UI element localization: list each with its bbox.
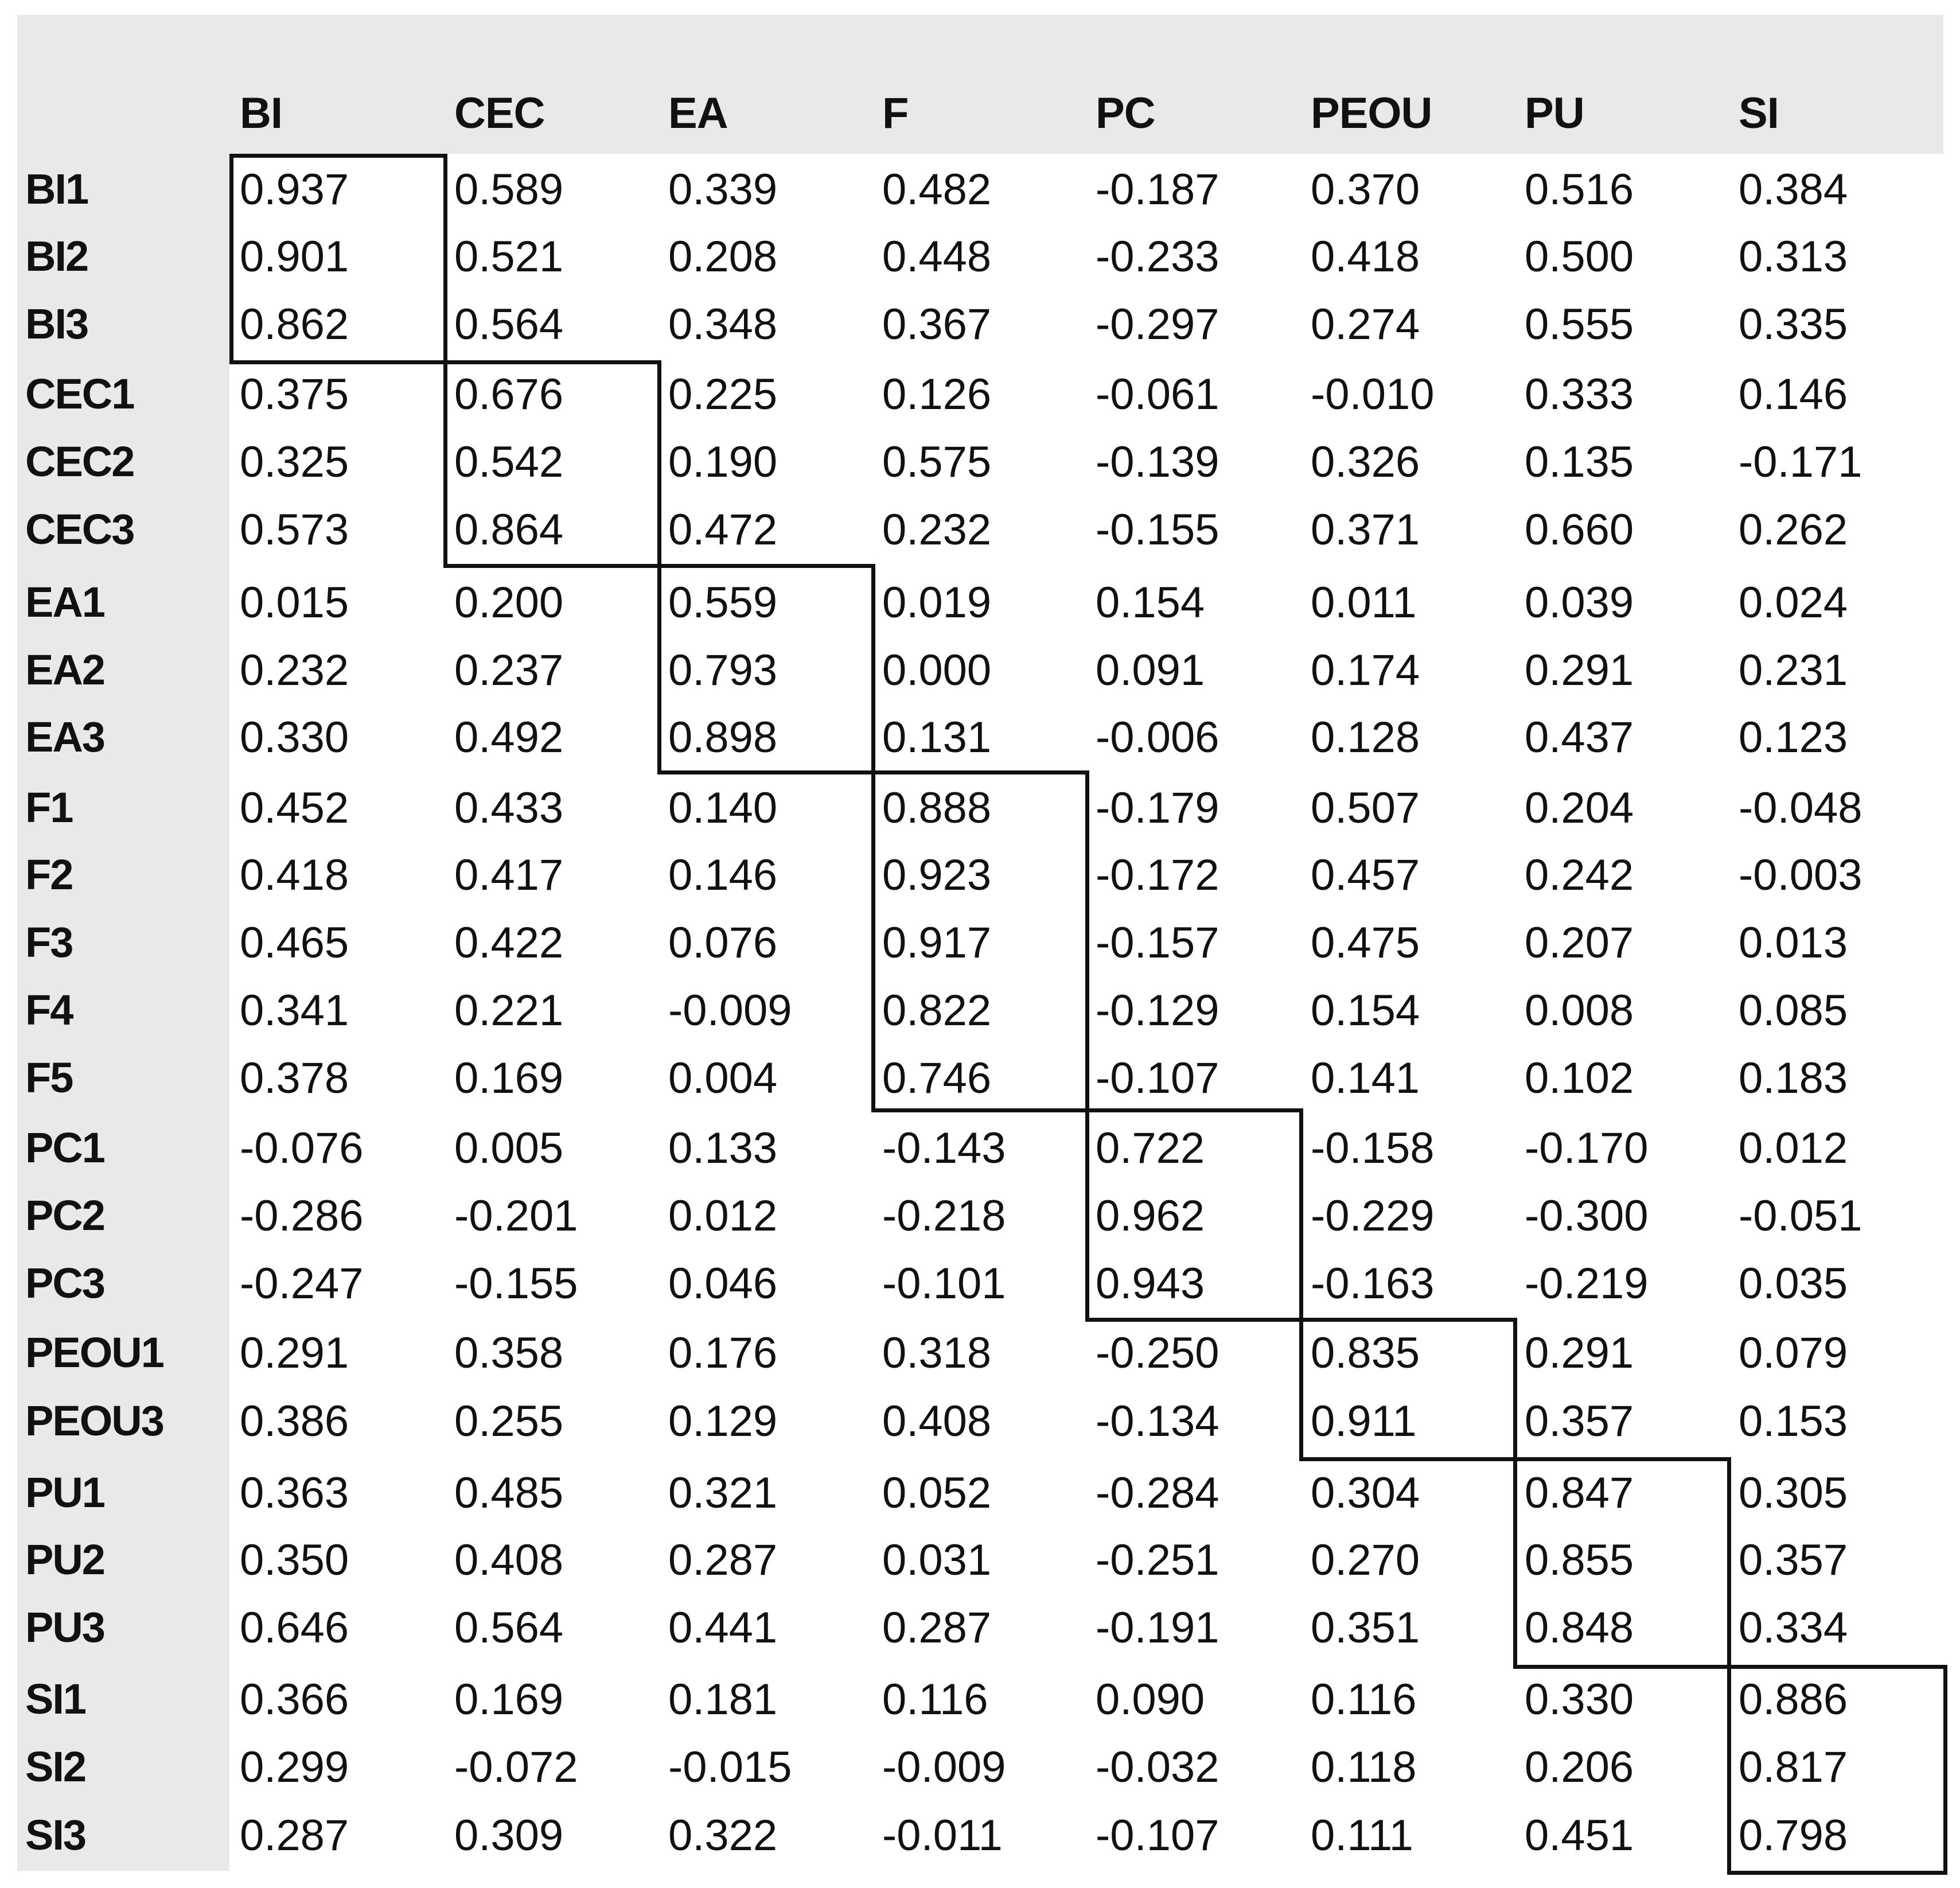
table-cell: 0.457: [1311, 851, 1420, 900]
table-cell: 0.207: [1525, 918, 1634, 967]
table-cell: 0.573: [240, 505, 349, 554]
table-cell: 0.370: [1311, 165, 1420, 214]
table-cell: 0.011: [1311, 578, 1417, 627]
table-cell: 0.076: [668, 918, 778, 967]
table-cell: -0.011: [882, 1811, 1003, 1860]
table-cell: 0.575: [882, 438, 992, 486]
table-cell: 0.299: [240, 1743, 349, 1792]
column-header-pc: PC: [1096, 89, 1155, 138]
table-cell: 0.116: [882, 1675, 988, 1724]
table-cell: 0.357: [1739, 1536, 1848, 1585]
table-cell: 0.564: [454, 1603, 564, 1652]
table-cell: 0.035: [1739, 1259, 1848, 1308]
table-cell: 0.305: [1739, 1469, 1848, 1517]
column-header-cec: CEC: [454, 89, 545, 138]
column-header-pu: PU: [1525, 89, 1584, 138]
table-cell: 0.255: [454, 1397, 564, 1446]
table-cell: 0.204: [1525, 784, 1634, 832]
table-cell: 0.330: [240, 713, 349, 762]
table-cell: 0.225: [668, 370, 778, 419]
table-cell: -0.072: [454, 1743, 578, 1792]
table-cell: 0.516: [1525, 165, 1634, 214]
table-cell: 0.291: [240, 1329, 349, 1377]
table-cell: -0.139: [1096, 438, 1219, 486]
table-cell: 0.232: [240, 646, 349, 695]
table-cell: -0.155: [1096, 505, 1219, 554]
table-cell: -0.247: [240, 1259, 364, 1308]
table-cell: -0.107: [1096, 1054, 1219, 1103]
table-cell: 0.350: [240, 1536, 349, 1585]
table-cell: 0.482: [882, 165, 992, 214]
table-cell: 0.015: [240, 578, 349, 627]
row-label-f5: F5: [25, 1054, 73, 1101]
table-cell: 0.206: [1525, 1743, 1634, 1792]
table-cell: 0.000: [882, 646, 992, 695]
table-cell: 0.129: [668, 1397, 778, 1446]
row-label-bi1: BI1: [25, 165, 88, 213]
table-cell: 0.386: [240, 1397, 349, 1446]
table-cell: 0.433: [454, 784, 564, 832]
table-cell: 0.898: [668, 713, 778, 762]
table-cell: 0.437: [1525, 713, 1634, 762]
table-cell: 0.722: [1096, 1124, 1205, 1173]
table-cell: 0.378: [240, 1054, 349, 1103]
table-cell: 0.012: [668, 1192, 778, 1240]
row-label-bi3: BI3: [25, 300, 88, 348]
table-cell: 0.422: [454, 918, 564, 967]
column-header-peou: PEOU: [1311, 89, 1432, 138]
table-cell: -0.170: [1525, 1124, 1649, 1173]
table-cell: -0.003: [1739, 851, 1862, 900]
table-cell: 0.274: [1311, 300, 1420, 349]
row-label-f4: F4: [25, 986, 73, 1034]
table-cell: 0.660: [1525, 505, 1634, 554]
table-cell: 0.923: [882, 851, 992, 900]
table-cell: 0.176: [668, 1329, 778, 1377]
table-cell: 0.090: [1096, 1675, 1205, 1724]
table-cell: 0.118: [1311, 1743, 1417, 1792]
table-cell: -0.297: [1096, 300, 1219, 349]
table-cell: 0.190: [668, 438, 778, 486]
table-cell: 0.564: [454, 300, 564, 349]
table-cell: 0.835: [1311, 1329, 1420, 1377]
table-cell: 0.417: [454, 851, 564, 900]
table-cell: 0.339: [668, 165, 778, 214]
table-cell: 0.146: [1739, 370, 1848, 419]
table-cell: 0.888: [882, 784, 992, 832]
table-cell: 0.367: [882, 300, 992, 349]
table-cell: 0.321: [668, 1469, 778, 1517]
table-cell: 0.507: [1311, 784, 1420, 832]
table-cell: 0.174: [1311, 646, 1420, 695]
table-cell: 0.589: [454, 165, 564, 214]
highlight-box-cec: [443, 360, 661, 568]
column-header-ea: EA: [668, 89, 728, 138]
table-cell: -0.219: [1525, 1259, 1649, 1308]
table-cell: 0.848: [1525, 1603, 1634, 1652]
row-label-f2: F2: [25, 851, 73, 898]
table-cell: -0.300: [1525, 1192, 1649, 1240]
table-cell: -0.143: [882, 1124, 1006, 1173]
table-cell: 0.012: [1739, 1124, 1848, 1173]
table-cell: -0.076: [240, 1124, 364, 1173]
column-header-si: SI: [1739, 89, 1779, 138]
table-cell: 0.341: [240, 986, 349, 1035]
table-cell: 0.475: [1311, 918, 1420, 967]
table-cell: -0.191: [1096, 1603, 1219, 1652]
table-cell: -0.006: [1096, 713, 1219, 762]
table-cell: 0.221: [454, 986, 564, 1035]
row-label-si2: SI2: [25, 1743, 86, 1790]
table-cell: 0.348: [668, 300, 778, 349]
table-cell: -0.233: [1096, 232, 1219, 281]
table-cell: -0.201: [454, 1192, 578, 1240]
table-cell: 0.128: [1311, 713, 1420, 762]
table-cell: -0.286: [240, 1192, 364, 1240]
table-cell: 0.366: [240, 1675, 349, 1724]
column-header-bi: BI: [240, 89, 282, 138]
table-cell: 0.371: [1311, 505, 1420, 554]
table-cell: -0.009: [668, 986, 792, 1035]
table-cell: 0.126: [882, 370, 992, 419]
table-cell: 0.542: [454, 438, 564, 486]
table-cell: 0.318: [882, 1329, 992, 1377]
row-label-ea1: EA1: [25, 578, 104, 626]
table-cell: 0.024: [1739, 578, 1848, 627]
row-label-cec2: CEC2: [25, 438, 134, 485]
table-cell: 0.141: [1311, 1054, 1420, 1103]
table-cell: 0.291: [1525, 1329, 1634, 1377]
table-cell: 0.363: [240, 1469, 349, 1517]
table-cell: 0.793: [668, 646, 778, 695]
table-cell: 0.500: [1525, 232, 1634, 281]
table-cell: -0.015: [668, 1743, 792, 1792]
row-label-peou3: PEOU3: [25, 1397, 163, 1445]
table-cell: 0.521: [454, 232, 564, 281]
table-cell: 0.901: [240, 232, 349, 281]
table-cell: 0.962: [1096, 1192, 1205, 1240]
table-cell: -0.051: [1739, 1192, 1862, 1240]
table-cell: 0.116: [1311, 1675, 1417, 1724]
table-cell: 0.358: [454, 1329, 564, 1377]
table-cell: 0.559: [668, 578, 778, 627]
table-cell: 0.822: [882, 986, 992, 1035]
table-cell: 0.492: [454, 713, 564, 762]
table-cell: 0.304: [1311, 1469, 1420, 1517]
table-cell: 0.004: [668, 1054, 778, 1103]
table-cell: 0.140: [668, 784, 778, 832]
table-cell: 0.452: [240, 784, 349, 832]
row-label-pc2: PC2: [25, 1192, 104, 1239]
table-cell: 0.131: [882, 713, 992, 762]
table-cell: 0.326: [1311, 438, 1420, 486]
row-label-pu3: PU3: [25, 1603, 104, 1651]
row-label-ea3: EA3: [25, 713, 104, 761]
table-cell: 0.013: [1739, 918, 1848, 967]
table-cell: 0.911: [1311, 1397, 1417, 1446]
table-cell: 0.465: [240, 918, 349, 967]
table-cell: 0.408: [882, 1397, 992, 1446]
table-cell: -0.229: [1311, 1192, 1435, 1240]
table-cell: 0.183: [1739, 1054, 1848, 1103]
table-cell: 0.287: [240, 1811, 349, 1860]
table-cell: 0.357: [1525, 1397, 1634, 1446]
table-cell: 0.019: [882, 578, 992, 627]
header-band: [17, 15, 1943, 154]
highlight-box-si: [1727, 1665, 1947, 1875]
table-cell: 0.232: [882, 505, 992, 554]
table-cell: -0.171: [1739, 438, 1862, 486]
table-cell: 0.287: [668, 1536, 778, 1585]
table-cell: 0.330: [1525, 1675, 1634, 1724]
table-cell: 0.008: [1525, 986, 1634, 1035]
row-label-pu1: PU1: [25, 1469, 104, 1516]
table-cell: 0.847: [1525, 1469, 1634, 1517]
table-cell: -0.010: [1311, 370, 1435, 419]
table-cell: 0.169: [454, 1675, 564, 1724]
table-cell: 0.855: [1525, 1536, 1634, 1585]
table-cell: 0.485: [454, 1469, 564, 1517]
row-label-cec1: CEC1: [25, 370, 134, 418]
table-cell: 0.448: [882, 232, 992, 281]
table-cell: 0.079: [1739, 1329, 1848, 1377]
row-label-si3: SI3: [25, 1811, 86, 1859]
table-cell: -0.158: [1311, 1124, 1435, 1173]
table-cell: 0.418: [240, 851, 349, 900]
table-cell: 0.746: [882, 1054, 992, 1103]
table-cell: 0.798: [1739, 1811, 1848, 1860]
table-cell: 0.333: [1525, 370, 1634, 419]
table-cell: 0.270: [1311, 1536, 1420, 1585]
table-cell: 0.451: [1525, 1811, 1634, 1860]
table-cell: 0.091: [1096, 646, 1205, 695]
table-cell: -0.251: [1096, 1536, 1219, 1585]
table-cell: 0.242: [1525, 851, 1634, 900]
table-cell: -0.163: [1311, 1259, 1435, 1308]
table-cell: 0.862: [240, 300, 349, 349]
table-cell: 0.154: [1096, 578, 1205, 627]
row-label-f3: F3: [25, 918, 73, 966]
table-cell: 0.335: [1739, 300, 1848, 349]
table-cell: 0.309: [454, 1811, 564, 1860]
table-cell: 0.291: [1525, 646, 1634, 695]
table-cell: -0.129: [1096, 986, 1219, 1035]
row-label-si1: SI1: [25, 1675, 86, 1723]
table-cell: 0.646: [240, 1603, 349, 1652]
table-cell: 0.153: [1739, 1397, 1848, 1446]
table-cell: 0.208: [668, 232, 778, 281]
table-cell: 0.817: [1739, 1743, 1848, 1792]
table-cell: -0.284: [1096, 1469, 1219, 1517]
table-cell: 0.313: [1739, 232, 1848, 281]
table-cell: 0.322: [668, 1811, 778, 1860]
table-cell: 0.052: [882, 1469, 992, 1517]
row-label-pu2: PU2: [25, 1536, 104, 1583]
table-cell: -0.155: [454, 1259, 578, 1308]
row-label-cec3: CEC3: [25, 505, 134, 553]
table-cell: 0.886: [1739, 1675, 1848, 1724]
table-cell: 0.917: [882, 918, 992, 967]
highlight-box-peou: [1299, 1318, 1517, 1461]
table-cell: -0.101: [882, 1259, 1006, 1308]
table-cell: 0.133: [668, 1124, 778, 1173]
table-cell: -0.009: [882, 1743, 1006, 1792]
table-cell: 0.031: [882, 1536, 992, 1585]
table-cell: -0.032: [1096, 1743, 1219, 1792]
table-cell: 0.441: [668, 1603, 778, 1652]
table-cell: -0.061: [1096, 370, 1219, 419]
table-cell: 0.039: [1525, 578, 1634, 627]
highlight-box-bi: [229, 154, 447, 364]
table-cell: 0.351: [1311, 1603, 1420, 1652]
table-cell: 0.181: [668, 1675, 778, 1724]
table-cell: 0.262: [1739, 505, 1848, 554]
table-cell: 0.375: [240, 370, 349, 419]
table-cell: -0.250: [1096, 1329, 1219, 1377]
table-cell: 0.200: [454, 578, 564, 627]
row-label-peou1: PEOU1: [25, 1329, 163, 1376]
table-cell: 0.154: [1311, 986, 1420, 1035]
table-cell: 0.555: [1525, 300, 1634, 349]
table-cell: 0.943: [1096, 1259, 1205, 1308]
row-label-pc3: PC3: [25, 1259, 104, 1307]
table-cell: 0.146: [668, 851, 778, 900]
highlight-box-f: [871, 770, 1089, 1112]
highlight-box-pc: [1085, 1108, 1303, 1322]
table-cell: -0.157: [1096, 918, 1219, 967]
table-cell: 0.325: [240, 438, 349, 486]
table-cell: 0.005: [454, 1124, 564, 1173]
highlight-box-pu: [1513, 1457, 1731, 1669]
table-cell: 0.287: [882, 1603, 992, 1652]
table-cell: 0.384: [1739, 165, 1848, 214]
table-cell: 0.418: [1311, 232, 1420, 281]
table-cell: 0.135: [1525, 438, 1634, 486]
table-cell: 0.408: [454, 1536, 564, 1585]
table-cell: -0.107: [1096, 1811, 1219, 1860]
table-cell: 0.102: [1525, 1054, 1634, 1103]
row-label-pc1: PC1: [25, 1124, 104, 1171]
table-cell: 0.472: [668, 505, 778, 554]
row-label-f1: F1: [25, 784, 73, 831]
table-cell: 0.676: [454, 370, 564, 419]
table-cell: -0.048: [1739, 784, 1862, 832]
column-header-f: F: [882, 89, 909, 138]
table-cell: 0.864: [454, 505, 564, 554]
highlight-box-ea: [657, 564, 875, 774]
table-cell: -0.172: [1096, 851, 1219, 900]
row-label-ea2: EA2: [25, 646, 104, 694]
table-cell: 0.111: [1311, 1811, 1413, 1860]
table-cell: 0.237: [454, 646, 564, 695]
table-cell: 0.123: [1739, 713, 1848, 762]
table-cell: -0.134: [1096, 1397, 1219, 1446]
table-cell: 0.169: [454, 1054, 564, 1103]
table-cell: -0.218: [882, 1192, 1006, 1240]
table-cell: 0.231: [1739, 646, 1848, 695]
table-cell: 0.046: [668, 1259, 778, 1308]
table-cell: 0.937: [240, 165, 349, 214]
table-cell: -0.187: [1096, 165, 1219, 214]
table-cell: 0.085: [1739, 986, 1848, 1035]
row-label-bi2: BI2: [25, 232, 88, 280]
table-cell: -0.179: [1096, 784, 1219, 832]
table-cell: 0.334: [1739, 1603, 1848, 1652]
